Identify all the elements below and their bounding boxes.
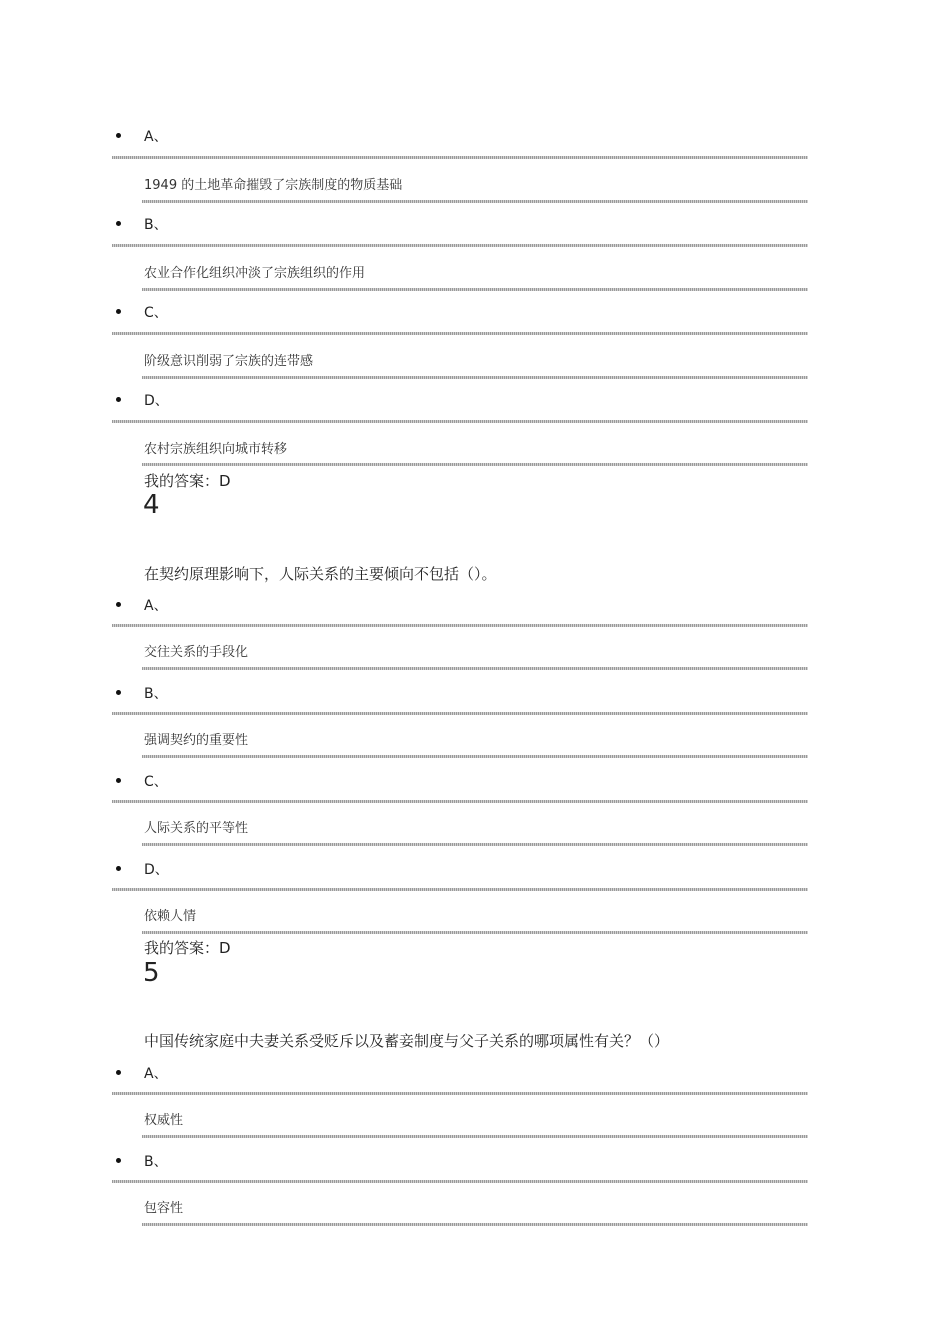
divider	[112, 1180, 808, 1183]
divider	[142, 463, 808, 466]
bullet-icon	[116, 690, 121, 695]
bullet-icon	[116, 1070, 121, 1075]
option-label: B、	[144, 686, 168, 702]
divider	[112, 332, 808, 335]
divider	[142, 931, 808, 934]
divider	[142, 200, 808, 203]
option-text: 权威性	[144, 1113, 184, 1128]
divider	[112, 156, 808, 159]
divider	[142, 376, 808, 379]
question-number: 4	[143, 490, 160, 520]
divider	[142, 1223, 808, 1226]
bullet-icon	[116, 309, 121, 314]
option-label: D、	[144, 393, 169, 409]
option-label: D、	[144, 862, 169, 878]
divider	[112, 420, 808, 423]
option-label: B、	[144, 217, 168, 233]
bullet-icon	[116, 397, 121, 402]
bullet-icon	[116, 866, 121, 871]
my-answer: 我的答案：D	[144, 472, 231, 490]
divider	[112, 712, 808, 715]
divider	[142, 755, 808, 758]
option-label: A、	[144, 598, 168, 614]
my-answer: 我的答案：D	[144, 939, 231, 957]
question-text: 中国传统家庭中夫妻关系受贬斥以及蓄妾制度与父子关系的哪项属性有关？（）	[144, 1032, 670, 1050]
option-text: 农村宗族组织向城市转移	[144, 442, 288, 457]
option-label: C、	[144, 774, 168, 790]
option-text: 农业合作化组织冲淡了宗族组织的作用	[144, 266, 366, 281]
divider	[112, 244, 808, 247]
option-label: B、	[144, 1154, 168, 1170]
option-text: 1949 的土地革命摧毁了宗族制度的物质基础	[144, 178, 403, 193]
option-text: 交往关系的手段化	[144, 645, 249, 660]
option-text: 人际关系的平等性	[144, 821, 249, 836]
bullet-icon	[116, 602, 121, 607]
option-text: 包容性	[144, 1201, 184, 1216]
option-text: 阶级意识削弱了宗族的连带感	[144, 354, 314, 369]
divider	[142, 843, 808, 846]
bullet-icon	[116, 1158, 121, 1163]
bullet-icon	[116, 221, 121, 226]
bullet-icon	[116, 133, 121, 138]
option-label: C、	[144, 305, 168, 321]
option-label: A、	[144, 1066, 168, 1082]
divider	[112, 888, 808, 891]
divider	[112, 624, 808, 627]
option-text: 强调契约的重要性	[144, 733, 249, 748]
question-number: 5	[143, 958, 160, 988]
divider	[112, 1092, 808, 1095]
divider	[142, 1135, 808, 1138]
option-label: A、	[144, 129, 168, 145]
bullet-icon	[116, 778, 121, 783]
question-text: 在契约原理影响下，人际关系的主要倾向不包括（）。	[144, 565, 497, 583]
divider	[142, 667, 808, 670]
divider	[142, 288, 808, 291]
divider	[112, 800, 808, 803]
option-text: 依赖人情	[144, 909, 197, 924]
